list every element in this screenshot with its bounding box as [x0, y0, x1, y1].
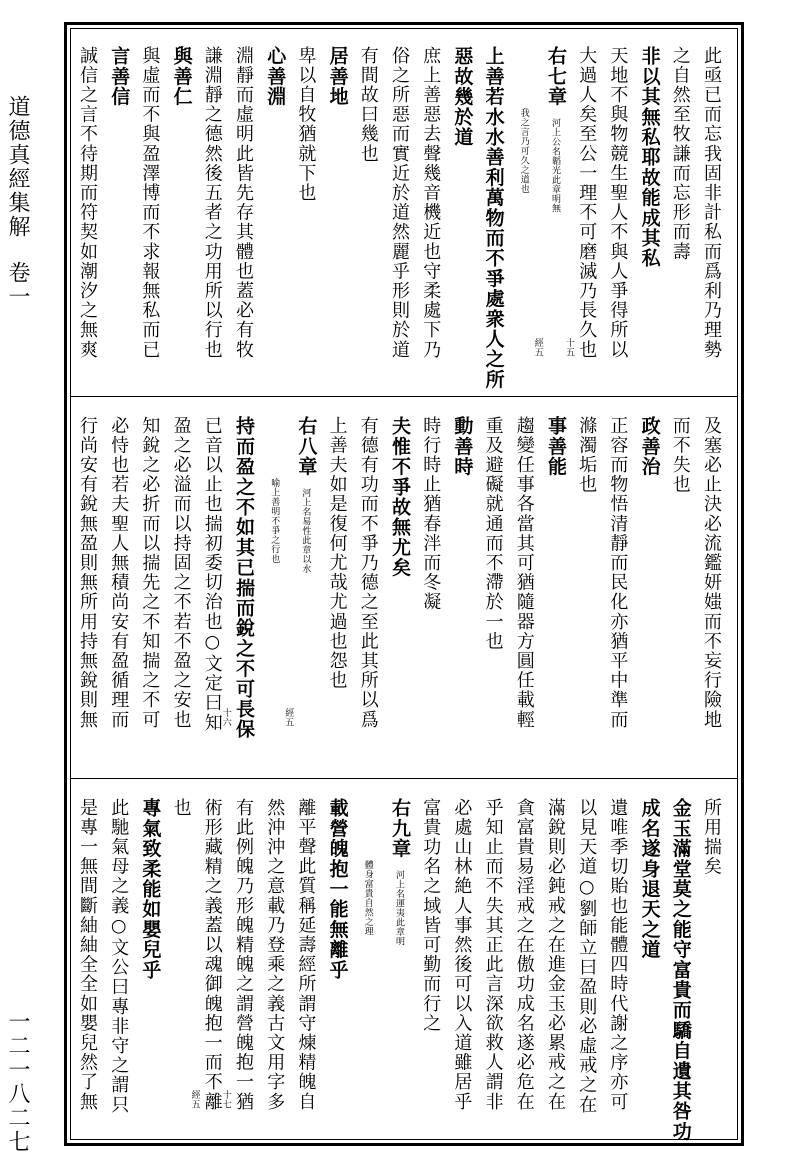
scripture-line: 金玉滿堂莫之能守富貴而驕自遺其咎功 — [669, 798, 692, 1142]
commentary-line: 正容而物悟清靜而民化亦猶平中準而 — [607, 416, 629, 730]
commentary-line: 知銳之必折而以揣先之不知揣之不可 — [139, 416, 161, 730]
commentary-line: 所用揣矣 — [701, 798, 722, 877]
interlinear-note: 喻上善明不爭之行也 — [269, 478, 280, 564]
commentary-line: 是專一無間斷紬紬全全如嬰兒然了無 — [77, 798, 98, 1112]
commentary-line: 及塞必止決必流鑑妍媸而不妄行險地 — [701, 416, 722, 730]
scripture-line: 居善地 — [326, 46, 349, 107]
commentary-line: 天地不與物競生聖人不與人爭得所以 — [607, 46, 629, 360]
leaf-marker: 經五 — [283, 708, 294, 727]
leaf-marker: 十五 — [564, 338, 574, 357]
interlinear-note: 河上名運夷此章明 — [394, 870, 404, 946]
scripture-line: 惡故幾於道 — [451, 46, 474, 147]
scripture-line: 右七章 — [545, 46, 567, 107]
commentary-line: 也 — [170, 798, 192, 818]
commentary-line: 必恃也若夫聖人無積尚安有盈循理而 — [108, 416, 130, 730]
commentary-line: 之自然至牧謙而忘形而壽 — [669, 46, 691, 262]
scripture-line: 成名遂身退天之道 — [638, 798, 661, 960]
scripture-line: 與善仁 — [170, 46, 193, 107]
leaf-marker: 經五 — [532, 338, 543, 357]
scripture-line: 持而盈之不如其已揣而銳之不可長保 — [233, 416, 255, 740]
scripture-line: 言善信 — [108, 46, 131, 107]
commentary-line: 以見天道○劉師立曰盈則必虛戒之在 — [576, 798, 598, 1115]
section-divider-2 — [70, 778, 738, 779]
commentary-line: 淵靜而虛明此皆先存其體也蓋必有牧 — [233, 46, 254, 360]
leaf-marker: 經五 — [189, 1090, 200, 1109]
commentary-line: 謙淵靜之德然後五者之功用所以行也 — [201, 46, 223, 360]
volume-label: 卷一 — [5, 261, 30, 309]
scripture-line: 動善時 — [451, 416, 474, 477]
interlinear-note: 我之言乃可久之道也 — [518, 108, 529, 194]
margin-title — [6, 95, 28, 309]
scripture-line: 非以其無私耶故能成其私 — [638, 46, 661, 269]
scripture-line: 心善淵 — [264, 46, 287, 107]
commentary-line: 滿銳則必鈍戒之在進金玉必累戒之在 — [545, 798, 566, 1112]
scripture-line: 專氣致柔能如嬰兒乎 — [139, 798, 162, 980]
interlinear-note: 河上名易性此章以水 — [300, 488, 311, 574]
commentary-line: 誠信之言不待期而符契如潮汐之無爽 — [77, 46, 98, 360]
commentary-line: 重及避礙就通而不滯於一也 — [482, 416, 504, 652]
commentary-line: 貪富貴易淫戒之在傲功成名遂必危在 — [513, 798, 535, 1112]
commentary-line: 俗之所惡而實近於道然麗乎形則於道 — [389, 46, 410, 360]
scripture-line: 事善能 — [545, 416, 567, 477]
commentary-line: 盈之必溢而以持固之不若不盈之安也 — [170, 416, 192, 730]
commentary-line: 卑以自牧猶就下也 — [295, 46, 317, 203]
commentary-line: 然沖沖之意載乃登乘之義古文用字多 — [264, 798, 286, 1112]
leaf-marker: 十六 — [220, 708, 231, 727]
commentary-line: 時行時止猶春泮而冬凝 — [420, 416, 442, 612]
scripture-line: 政善治 — [638, 416, 661, 477]
commentary-line: 與虛而不與盈澤博而不求報無私而已 — [139, 46, 161, 360]
commentary-line: 有間故曰幾也 — [357, 46, 379, 164]
commentary-line: 庶上善惡去聲幾音機近也守柔處下乃 — [420, 46, 442, 360]
commentary-line: 此亟已而忘我固非計私而爲利乃理勢 — [701, 46, 722, 360]
commentary-line: 有德有功而不爭乃德之至此其所以爲 — [357, 416, 379, 730]
commentary-line: 上善夫如是復何尤哉尤過也怨也 — [326, 416, 348, 691]
page-number: 一二一八二七 — [5, 1010, 30, 1154]
scripture-line: 夫惟不爭故無尤矣 — [389, 416, 411, 578]
commentary-line: 遺唯季切貽也能體四時代謝之序亦可 — [607, 798, 629, 1112]
leaf-marker: 十七 — [220, 1090, 231, 1109]
commentary-line: 乎知止而不失其正此言深欲救人謂非 — [482, 798, 504, 1112]
commentary-line: 此馳氣母之義○文公曰專非守之謂只 — [108, 798, 130, 1115]
commentary-line: 離平聲此質稱延壽經所謂守煉精魄自 — [295, 798, 317, 1112]
commentary-line: 滌濁垢也 — [576, 416, 598, 495]
scripture-line: 右八章 — [295, 416, 318, 477]
interlinear-note: 河上公名韜光此章明無 — [550, 118, 560, 213]
scripture-line: 上善若水水善利萬物而不爭處衆人之所 — [482, 46, 505, 390]
commentary-line: 已音以止也揣初委切治也○文定曰知 — [201, 416, 223, 733]
commentary-line: 而不失也 — [669, 416, 691, 495]
book-title: 道德真經集解 — [5, 95, 30, 239]
commentary-line: 術形藏精之義蓋以魂御魄抱一而不離 — [201, 798, 223, 1112]
commentary-line: 大過人矣至公一理不可磨滅乃長久也 — [576, 46, 598, 360]
commentary-line: 趨變任事各當其可猶隨器方圓任載輕 — [513, 416, 535, 730]
section-divider-1 — [70, 396, 738, 397]
commentary-line: 必處山林絶人事然後可以入道雖居乎 — [451, 798, 473, 1112]
commentary-line: 行尚安有銳無盈則無所用持無銳則無 — [77, 416, 98, 730]
scripture-line: 載營魄抱一能無離乎 — [326, 798, 349, 980]
commentary-line: 富貴功名之域皆可勤而行之 — [420, 798, 442, 1034]
interlinear-note: 體身富貴自然之理 — [362, 860, 373, 936]
commentary-line: 有此例魄乃形魄精魄之謂營魄抱一猶 — [233, 798, 254, 1112]
scripture-line: 右九章 — [389, 798, 411, 859]
